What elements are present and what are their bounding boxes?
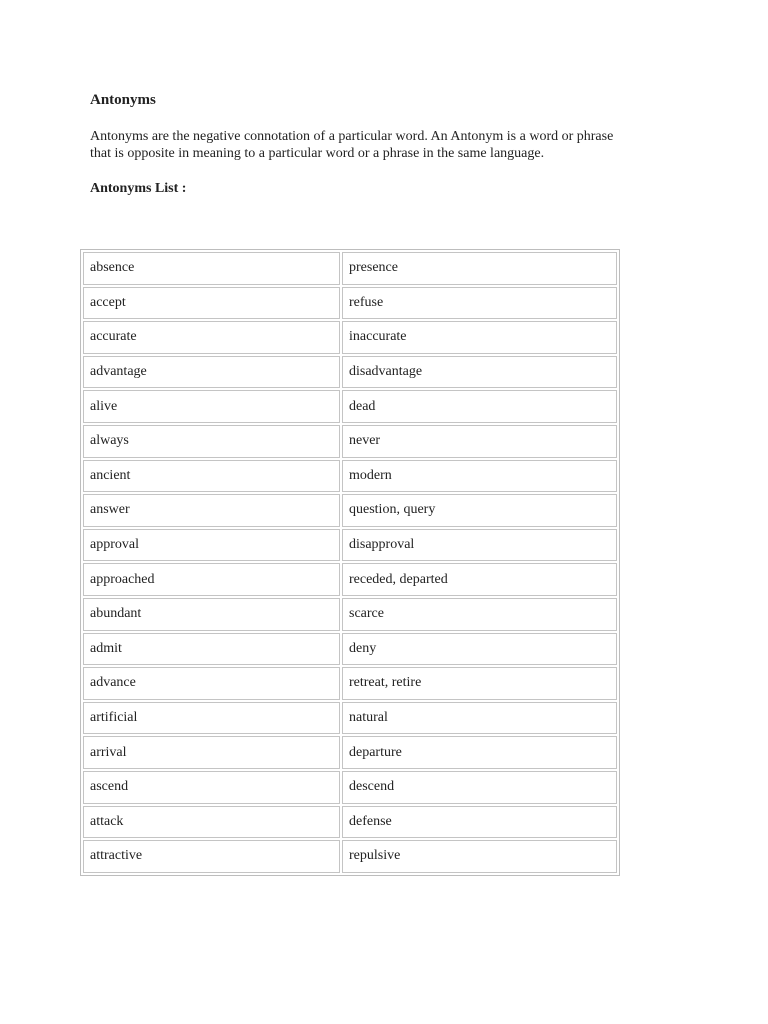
antonym-cell: question, query (342, 494, 617, 527)
word-cell: approached (83, 563, 340, 596)
antonym-cell: descend (342, 771, 617, 804)
table-row (83, 425, 617, 458)
word-cell: approval (83, 529, 340, 562)
table-row (83, 840, 617, 873)
word-cell: abundant (83, 598, 340, 631)
antonyms-table (80, 249, 620, 876)
word-cell: always (83, 425, 340, 458)
antonyms-list-heading: Antonyms List : (90, 181, 187, 196)
table-row (83, 667, 617, 700)
antonym-cell: retreat, retire (342, 667, 617, 700)
table-row (83, 563, 617, 596)
antonym-cell: presence (342, 252, 617, 285)
word-cell: artificial (83, 702, 340, 735)
table-row (83, 806, 617, 839)
antonym-cell: repulsive (342, 840, 617, 873)
table-row (83, 494, 617, 527)
page-title: Antonyms (90, 92, 156, 108)
intro-paragraph (90, 128, 690, 162)
table-row (83, 771, 617, 804)
word-cell: admit (83, 633, 340, 666)
word-cell: alive (83, 390, 340, 423)
antonym-cell: deny (342, 633, 617, 666)
table-row (83, 252, 617, 285)
word-cell: attractive (83, 840, 340, 873)
word-cell: ascend (83, 771, 340, 804)
word-cell: ancient (83, 460, 340, 493)
antonym-cell: never (342, 425, 617, 458)
word-cell: absence (83, 252, 340, 285)
antonym-cell: natural (342, 702, 617, 735)
antonyms-table-body (83, 252, 617, 873)
table-row (83, 390, 617, 423)
intro-line-2: that is opposite in meaning to a particular word or a phrase in the same language. (90, 146, 545, 161)
antonym-cell: defense (342, 806, 617, 839)
word-cell: advance (83, 667, 340, 700)
table-row (83, 529, 617, 562)
table-row (83, 702, 617, 735)
word-cell: arrival (83, 736, 340, 769)
antonym-cell: refuse (342, 287, 617, 320)
antonym-cell: modern (342, 460, 617, 493)
word-cell: answer (83, 494, 340, 527)
table-row (83, 356, 617, 389)
antonym-cell: inaccurate (342, 321, 617, 354)
table-row (83, 460, 617, 493)
table-row (83, 598, 617, 631)
intro-line-1: Antonyms are the negative connotation of a particular word. An Antonym is a word or phrase (90, 129, 614, 144)
antonym-cell: disadvantage (342, 356, 617, 389)
table-row (83, 633, 617, 666)
table-row (83, 736, 617, 769)
word-cell: advantage (83, 356, 340, 389)
antonym-cell: departure (342, 736, 617, 769)
antonym-cell: disapproval (342, 529, 617, 562)
table-row (83, 321, 617, 354)
antonym-cell: scarce (342, 598, 617, 631)
word-cell: attack (83, 806, 340, 839)
table-row (83, 287, 617, 320)
antonyms-table-container (80, 249, 620, 876)
antonym-cell: receded, departed (342, 563, 617, 596)
antonym-cell: dead (342, 390, 617, 423)
word-cell: accurate (83, 321, 340, 354)
word-cell: accept (83, 287, 340, 320)
